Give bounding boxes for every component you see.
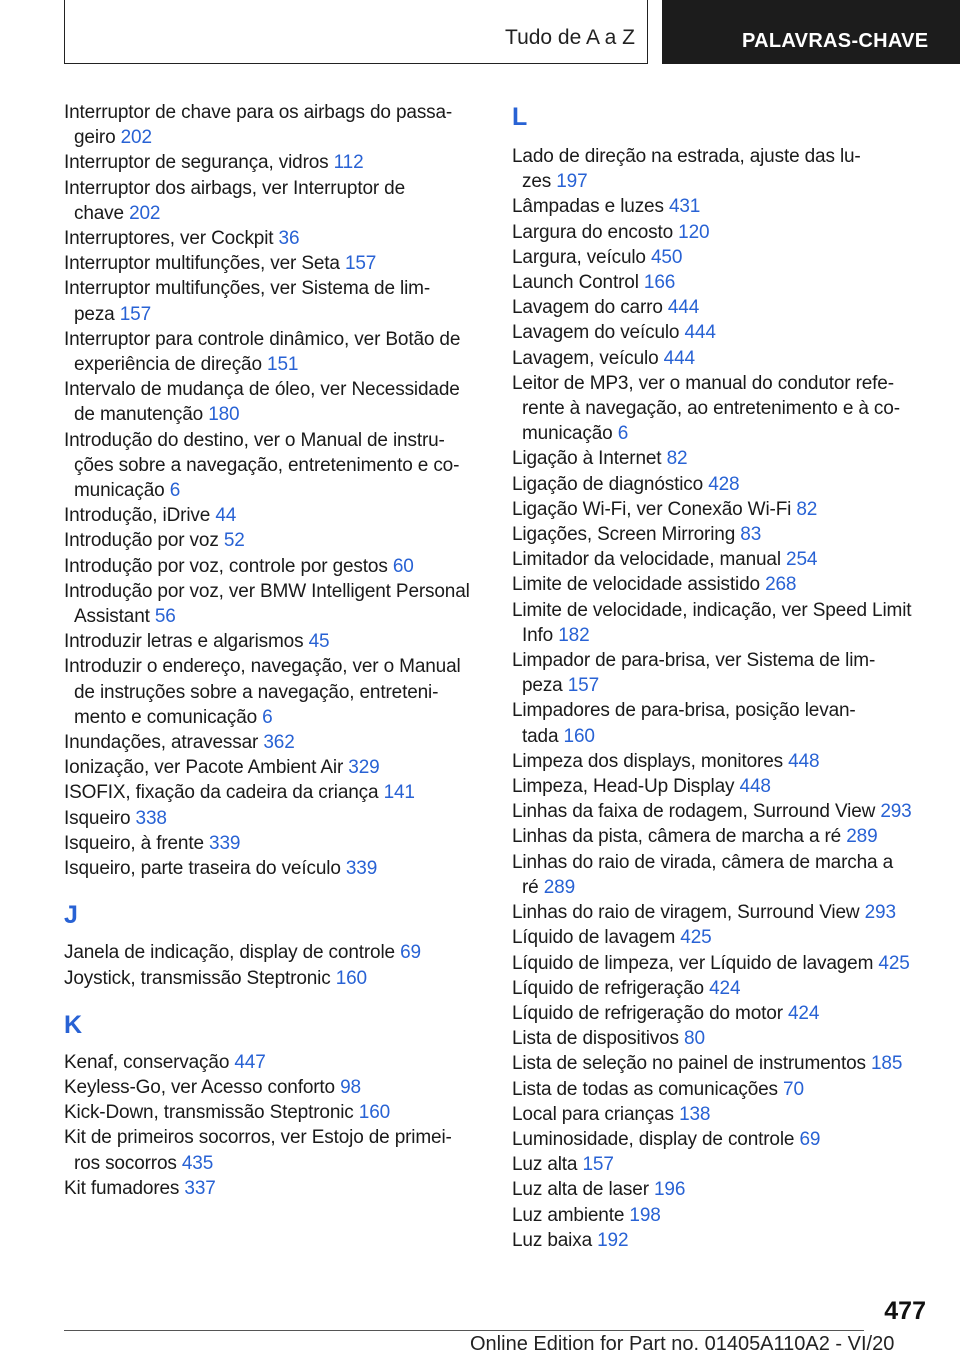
page-reference-link[interactable]: 448: [788, 750, 820, 772]
index-entry: [64, 940, 484, 965]
page-reference-link[interactable]: 337: [184, 1177, 216, 1199]
page-reference-link[interactable]: 120: [678, 221, 710, 243]
index-entry: [64, 1176, 484, 1201]
index-entry: [512, 295, 930, 320]
index-entry-text: Ligações, Screen Mirroring: [512, 524, 736, 546]
index-entry: [512, 850, 930, 900]
index-entry: [64, 966, 484, 991]
index-entry: [512, 1203, 930, 1228]
index-entry-text: municação: [522, 423, 613, 445]
index-entry-text: Introduzir o endereço, navegação, ver o Manual: [64, 656, 461, 678]
index-column-right: [512, 100, 930, 1253]
index-entry-text: ré: [522, 876, 539, 898]
index-entry-text: zes: [522, 171, 552, 193]
page-reference-link[interactable]: 98: [340, 1076, 361, 1098]
index-entry-text: Assistant: [74, 606, 150, 628]
index-entry: [512, 976, 930, 1001]
index-entry-text: Keyless-Go, ver Acesso conforto: [64, 1076, 335, 1098]
index-entry-text: Kenaf, conservação: [64, 1051, 230, 1073]
page-reference-link[interactable]: 424: [788, 1002, 820, 1024]
index-entry: [512, 925, 930, 950]
index-entry: [512, 1127, 930, 1152]
index-entry-text: tada: [522, 725, 559, 747]
index-entry: [64, 100, 484, 150]
index-entry-text: Interruptor dos airbags, ver Interruptor de: [64, 177, 406, 199]
index-entry-text: Limite de velocidade assistido: [512, 574, 760, 596]
index-entry: [512, 245, 930, 270]
index-entry: [512, 522, 930, 547]
index-entry-text: Linhas do raio de virada, câmera de marcha a: [512, 851, 894, 873]
index-entry-text: Lavagem do veículo: [512, 322, 680, 344]
index-entry-text: Interruptor multifunções, ver Seta: [64, 253, 340, 275]
index-entry-text: Leitor de MP3, ver o manual do condutor refe-: [512, 372, 894, 394]
index-entry: [512, 951, 930, 976]
page-reference-link[interactable]: 182: [558, 624, 590, 646]
page-reference-link[interactable]: 166: [643, 272, 676, 294]
index-entry-text: Local para crianças: [512, 1103, 674, 1125]
page-reference-link[interactable]: 289: [846, 826, 878, 848]
index-entry-text: peza: [522, 675, 563, 697]
index-entry: [512, 220, 930, 245]
page-reference-link[interactable]: 44: [215, 505, 237, 527]
page-reference-link[interactable]: 339: [209, 832, 241, 854]
index-entry-text: Limitador da velocidade, manual: [512, 549, 781, 571]
index-entry-text: Limpador de para-brisa, ver Sistema de lim-: [512, 650, 876, 672]
page-reference-link[interactable]: 138: [679, 1103, 711, 1125]
header-frame: [64, 0, 648, 64]
index-entry: [64, 428, 484, 504]
index-entry: [64, 176, 484, 226]
page-reference-link[interactable]: 444: [663, 347, 695, 369]
index-entry: [64, 276, 484, 326]
page-reference-link[interactable]: 293: [880, 801, 912, 823]
index-entry-text: ções sobre a navegação, entretenimento e co-: [74, 454, 460, 476]
index-entry: [512, 1026, 930, 1051]
index-entry-text: peza: [74, 303, 115, 325]
page-reference-link[interactable]: 36: [278, 228, 300, 250]
page-reference-link[interactable]: 444: [684, 322, 716, 344]
index-entry: [64, 251, 484, 276]
index-entry: [64, 503, 484, 528]
page-reference-link[interactable]: 160: [335, 967, 367, 989]
index-entry: [512, 698, 930, 748]
page-reference-link[interactable]: 141: [383, 782, 415, 804]
index-entry-text: Limite de velocidade, indicação, ver Speed Limit: [512, 599, 912, 621]
page-reference-link[interactable]: 180: [208, 404, 240, 426]
footer-divider: [64, 1330, 864, 1331]
index-entry-text: Linhas do raio de viragem, Surround View: [512, 902, 860, 924]
index-entry-text: Ligação de diagnóstico: [512, 473, 704, 495]
index-entry: [64, 856, 484, 881]
index-entry-text: Largura, veículo: [512, 246, 646, 268]
index-entry: [64, 1050, 484, 1075]
index-entry-text: Limpeza, Head-Up Display: [512, 776, 735, 798]
index-entry-text: rente à navegação, ao entretenimento e à co-: [522, 398, 900, 420]
page-reference-link[interactable]: 185: [871, 1053, 903, 1075]
index-entry: [64, 1100, 484, 1125]
index-entry-text: Largura do encosto: [512, 221, 674, 243]
index-entry-text: Introdução por voz, controle por gestos: [64, 555, 388, 577]
index-entry: [512, 194, 930, 219]
index-entry-text: Isqueiro, parte traseira do veículo: [64, 858, 341, 880]
index-entry-text: mento e comunicação: [74, 706, 258, 728]
index-entry: [512, 547, 930, 572]
index-entry-text: Luminosidade, display de controle: [512, 1128, 795, 1150]
index-entry-text: Lista de todas as comunicações: [512, 1078, 778, 1100]
page-reference-link[interactable]: 70: [783, 1078, 804, 1100]
index-entry: [512, 1102, 930, 1127]
index-entry: [64, 629, 484, 654]
index-entry-text: Intervalo de mudança de óleo, ver Necessidade: [64, 379, 460, 401]
page-reference-link[interactable]: 425: [680, 927, 712, 949]
page-reference-link[interactable]: 198: [629, 1204, 661, 1226]
index-entry-text: Isqueiro, à frente: [64, 832, 204, 854]
page-reference-link[interactable]: 428: [708, 473, 740, 495]
index-entry: [512, 900, 930, 925]
index-entry: [512, 1001, 930, 1026]
index-entry-text: Lado de direção na estrada, ajuste das lu-: [512, 146, 861, 167]
index-entry-text: Joystick, transmissão Steptronic: [64, 967, 331, 989]
index-entry-text: Interruptor de chave para os airbags do passa-: [64, 102, 453, 123]
index-entry: [512, 346, 930, 371]
page-reference-link[interactable]: 6: [169, 480, 181, 502]
index-entry-text: ISOFIX, fixação da cadeira da criança: [64, 782, 379, 804]
page-reference-link[interactable]: 202: [120, 127, 152, 149]
index-entry-text: Lista de dispositivos: [512, 1028, 679, 1050]
index-entry: [512, 572, 930, 597]
page-reference-link[interactable]: 447: [234, 1051, 266, 1073]
index-entry-text: Ligação à Internet: [512, 448, 662, 470]
index-entry: [64, 654, 484, 730]
page-reference-link[interactable]: 293: [864, 902, 896, 924]
index-column-left: [64, 100, 484, 1201]
index-entry-text: Interruptor multifunções, ver Sistema de lim-: [64, 278, 430, 300]
index-entry-text: Inundações, atravessar: [64, 732, 259, 754]
index-entry: [64, 327, 484, 377]
index-entry-text: Ionização, ver Pacote Ambient Air: [64, 757, 344, 779]
index-entry: [512, 648, 930, 698]
index-entry: [64, 806, 484, 831]
index-entry-text: Ligação Wi-Fi, ver Conexão Wi-Fi: [512, 498, 792, 520]
page-reference-link[interactable]: 338: [135, 807, 167, 829]
index-entry: [512, 446, 930, 471]
page-reference-link[interactable]: 444: [667, 297, 700, 319]
index-entry-text: Lavagem, veículo: [512, 347, 659, 369]
index-entry: [64, 579, 484, 629]
index-entry: [512, 144, 930, 194]
page-reference-link[interactable]: 80: [684, 1028, 705, 1050]
page-reference-link[interactable]: 82: [666, 448, 688, 470]
index-entry: [512, 774, 930, 799]
index-entry-text: Limpadores de para-brisa, posição levan-: [512, 700, 856, 722]
page-reference-link[interactable]: 362: [263, 732, 295, 754]
section-title: Tudo de A a Z: [505, 26, 635, 49]
index-entry: [64, 226, 484, 251]
index-entry-text: Linhas da faixa de rodagem, Surround View: [512, 801, 876, 823]
index-entry-text: Lavagem do carro: [512, 297, 663, 319]
page-reference-link[interactable]: 69: [400, 942, 421, 964]
index-entry: [64, 528, 484, 553]
index-entry: [512, 749, 930, 774]
index-entry-text: geiro: [74, 127, 116, 149]
page-number: 477: [884, 1297, 926, 1325]
index-entry: [512, 270, 930, 295]
index-entry-text: Kick-Down, transmissão Steptronic: [64, 1102, 354, 1124]
index-entry-text: Luz alta: [512, 1154, 578, 1176]
chapter-tab[interactable]: PALAVRAS-CHAVE: [662, 0, 960, 64]
index-entry-text: Isqueiro: [64, 807, 131, 829]
index-entry-text: Líquido de lavagem: [512, 927, 676, 949]
page-reference-link[interactable]: 424: [709, 977, 741, 999]
page-reference-link[interactable]: 45: [308, 631, 330, 653]
index-entry-text: Luz ambiente: [512, 1204, 625, 1226]
index-entry-text: Janela de indicação, display de controle: [64, 942, 395, 964]
page-reference-link[interactable]: 254: [786, 549, 818, 571]
page-reference-link[interactable]: 82: [796, 498, 818, 520]
page-reference-link[interactable]: 425: [878, 952, 910, 974]
page-reference-link[interactable]: 268: [765, 574, 797, 596]
index-entry-text: Limpeza dos displays, monitores: [512, 750, 783, 772]
index-entry-text: Líquido de refrigeração do motor: [512, 1002, 783, 1024]
index-entry-text: Luz alta de laser: [512, 1179, 649, 1201]
index-entry-text: Introduzir letras e algarismos: [64, 631, 304, 653]
index-entry: [64, 730, 484, 755]
index-entry: [64, 780, 484, 805]
index-entry: [64, 1125, 484, 1175]
index-entry-text: Introdução por voz, ver BMW Intelligent Personal: [64, 580, 470, 602]
page-reference-link[interactable]: 52: [223, 530, 245, 552]
index-entry: [64, 755, 484, 780]
page-reference-link[interactable]: 112: [333, 152, 364, 174]
index-letter-heading: K: [64, 1010, 83, 1039]
page-reference-link[interactable]: 69: [799, 1128, 821, 1150]
index-entry: [512, 497, 930, 522]
index-entry-text: Interruptor de segurança, vidros: [64, 152, 329, 174]
index-entry-text: Kit de primeiros socorros, ver Estojo de primei-: [64, 1127, 452, 1149]
index-entry-text: Kit fumadores: [64, 1177, 180, 1199]
page-reference-link[interactable]: 339: [345, 858, 378, 880]
index-entry-text: Líquido de refrigeração: [512, 977, 704, 999]
page-reference-link[interactable]: 160: [358, 1102, 391, 1124]
index-entry: [512, 1152, 930, 1177]
page-reference-link[interactable]: 196: [654, 1179, 686, 1201]
page-reference-link[interactable]: 289: [543, 876, 576, 898]
index-entry: [64, 150, 484, 175]
index-entry-text: Interruptor para controle dinâmico, ver Botão de: [64, 328, 461, 350]
page-reference-link[interactable]: 6: [262, 706, 273, 728]
index-entry-text: Introdução por voz: [64, 530, 219, 552]
index-entry-text: Info: [522, 624, 554, 646]
index-entry: [512, 1077, 930, 1102]
index-entry: [512, 1051, 930, 1076]
index-entry: [512, 1177, 930, 1202]
index-entry: [512, 824, 930, 849]
index-entry-text: Introdução, iDrive: [64, 505, 211, 527]
index-entry-text: Launch Control: [512, 272, 639, 294]
index-entry: [64, 1075, 484, 1100]
index-entry: [512, 1228, 930, 1253]
index-entry-text: experiência de direção: [74, 354, 262, 376]
page-reference-link[interactable]: 157: [119, 303, 152, 325]
page-reference-link[interactable]: 56: [154, 606, 176, 628]
index-entry: [512, 799, 930, 824]
page-reference-link[interactable]: 157: [582, 1154, 614, 1176]
index-entry: [64, 377, 484, 427]
index-entry: [64, 831, 484, 856]
page-reference-link[interactable]: 151: [267, 354, 299, 376]
index-letter-heading: L: [512, 103, 528, 131]
index-entry-text: Interruptores, ver Cockpit: [64, 228, 274, 250]
page-reference-link[interactable]: 448: [739, 776, 771, 798]
page-reference-link[interactable]: 450: [651, 246, 683, 268]
page-reference-link[interactable]: 157: [344, 253, 377, 275]
page-reference-link[interactable]: 197: [556, 171, 588, 193]
index-entry-text: Líquido de limpeza, ver Líquido de lavagem: [512, 952, 874, 974]
index-entry-text: ros socorros: [74, 1152, 177, 1174]
index-letter-heading: J: [64, 901, 78, 930]
index-entry: [512, 371, 930, 447]
page-reference-link[interactable]: 83: [740, 524, 762, 546]
page-reference-link[interactable]: 202: [129, 202, 161, 224]
page-reference-link[interactable]: 435: [181, 1152, 214, 1174]
page-reference-link[interactable]: 157: [567, 675, 600, 697]
page-reference-link[interactable]: 160: [563, 725, 595, 747]
index-entry-text: de manutenção: [74, 404, 204, 426]
index-entry-text: Lâmpadas e luzes: [512, 196, 664, 218]
index-entry: [512, 320, 930, 345]
footer-edition: Online Edition for Part no. 01405A110A2 - VI/20: [470, 1333, 895, 1355]
index-entry-text: Luz baixa: [512, 1229, 592, 1251]
index-entry-text: chave: [74, 202, 124, 224]
index-entry-text: Introdução do destino, ver o Manual de instru-: [64, 429, 445, 451]
index-entry: [512, 472, 930, 497]
page-reference-link[interactable]: 6: [617, 423, 629, 445]
index-entry-text: Linhas da pista, câmera de marcha a ré: [512, 826, 842, 848]
index-entry-text: de instruções sobre a navegação, entreteni-: [74, 681, 439, 703]
index-entry-text: Lista de seleção no painel de instrumentos: [512, 1053, 866, 1075]
page-reference-link[interactable]: 431: [668, 196, 701, 218]
index-entry: [64, 554, 484, 579]
page-reference-link[interactable]: 192: [597, 1229, 629, 1251]
page-reference-link[interactable]: 60: [392, 555, 414, 577]
index-entry-text: municação: [74, 480, 165, 502]
index-entry: [512, 598, 930, 648]
page-reference-link[interactable]: 329: [348, 757, 380, 779]
